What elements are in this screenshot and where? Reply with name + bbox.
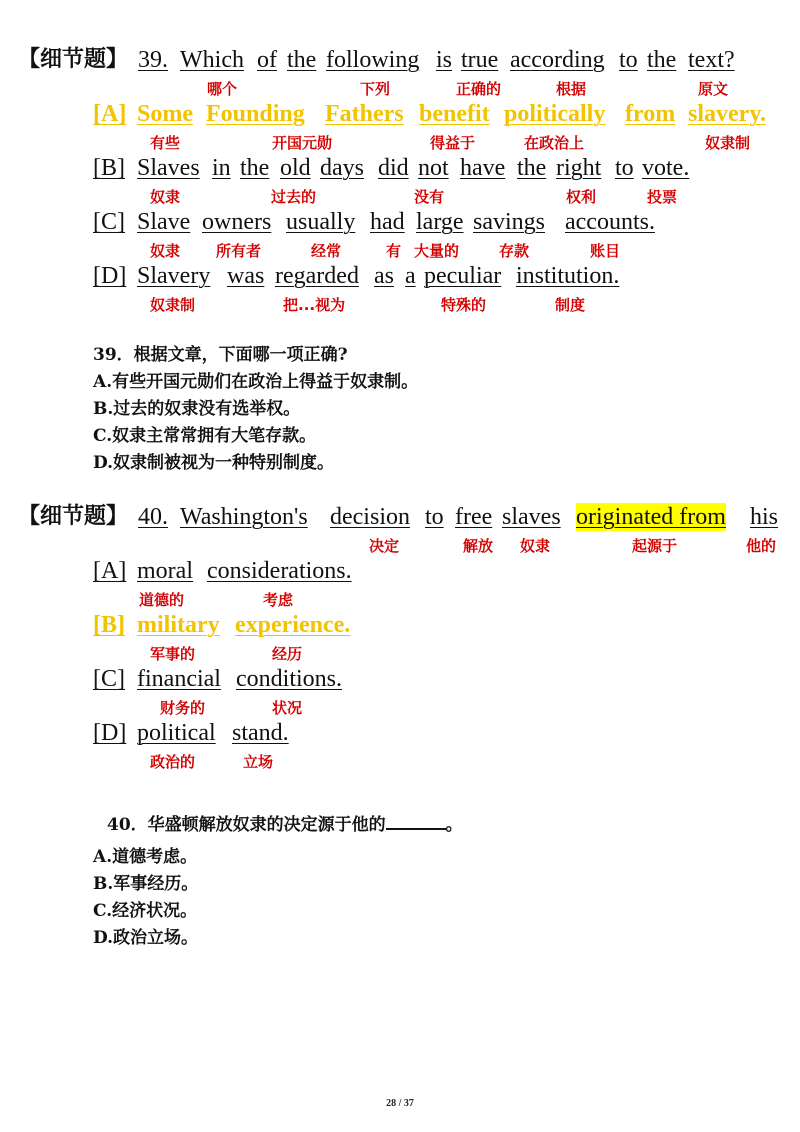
option-letter: [B] — [93, 155, 125, 181]
gloss: 经历 — [272, 645, 303, 663]
option-word: did — [378, 155, 409, 181]
gloss: 立场 — [243, 753, 274, 771]
question-type-tag: 【细节题】 — [18, 47, 129, 72]
option-letter: [D] — [93, 720, 127, 746]
cn-option-c: C.经济状况。 — [93, 901, 198, 921]
stem-word: 40. — [138, 504, 168, 530]
option-word: had — [370, 209, 405, 235]
gloss: 起源于 — [632, 537, 678, 555]
cn-option-a: A.道德考虑。 — [93, 847, 198, 867]
option-word: as — [374, 263, 394, 289]
gloss: 特殊的 — [441, 296, 487, 314]
option-word: usually — [286, 209, 356, 235]
page-number: 28 / 37 — [386, 1098, 414, 1109]
stem-word: true — [461, 47, 499, 73]
stem-word: 39. — [138, 47, 168, 73]
option-word: to — [615, 155, 634, 181]
gloss: 账目 — [590, 242, 621, 260]
option-word: Slavery — [137, 263, 211, 289]
gloss: 有些 — [150, 134, 181, 152]
option-word: political — [137, 720, 216, 746]
gloss: 投票 — [647, 188, 678, 206]
cn-option-b: B.过去的奴隶没有选举权。 — [93, 399, 301, 419]
stem-word: Which — [180, 47, 244, 73]
gloss: 奴隶制 — [705, 134, 751, 152]
gloss: 奴隶 — [150, 242, 181, 260]
option-word: stand. — [232, 720, 289, 746]
gloss: 得益于 — [430, 134, 476, 152]
cn-question-tail: 。 — [445, 815, 463, 835]
option-word: from — [625, 101, 676, 127]
stem-word: following — [326, 47, 420, 73]
option-word: large — [416, 209, 464, 235]
highlighted-phrase: originated from — [576, 504, 726, 530]
option-word: accounts. — [565, 209, 655, 235]
gloss: 奴隶 — [520, 537, 551, 555]
option-word: have — [460, 155, 506, 181]
cn-option-c: C.奴隶主常常拥有大笔存款。 — [93, 426, 317, 446]
option-word: the — [240, 155, 270, 181]
option-word: right — [556, 155, 602, 181]
option-word: regarded — [275, 263, 359, 289]
gloss: 所有者 — [216, 242, 262, 260]
option-word: moral — [137, 558, 193, 584]
option-letter: [A] — [93, 558, 127, 584]
gloss: 解放 — [463, 537, 494, 555]
option-word: Fathers — [325, 101, 404, 127]
option-word: institution. — [516, 263, 620, 289]
gloss: 正确的 — [456, 80, 502, 98]
gloss: 奴隶制 — [150, 296, 196, 314]
gloss: 有 — [386, 242, 402, 260]
gloss: 根据 — [556, 80, 587, 98]
gloss: 状况 — [272, 699, 303, 717]
option-word: benefit — [419, 101, 490, 127]
gloss: 大量的 — [414, 242, 460, 260]
stem-word: to — [425, 504, 444, 530]
gloss: 道德的 — [139, 591, 185, 609]
option-letter: [D] — [93, 263, 127, 289]
gloss: 开国元勋 — [272, 134, 333, 152]
option-word: conditions. — [236, 666, 342, 692]
gloss: 考虑 — [263, 591, 294, 609]
option-word: old — [280, 155, 311, 181]
gloss: 制度 — [555, 296, 586, 314]
gloss: 决定 — [369, 537, 400, 555]
option-word: savings — [473, 209, 545, 235]
option-word: Founding — [206, 101, 305, 127]
stem-word: Washington's — [180, 504, 308, 530]
option-word: Slaves — [137, 155, 200, 181]
stem-word: text? — [688, 47, 735, 73]
cn-question-39: 39．根据文章，下面哪一项正确? — [93, 345, 348, 365]
gloss: 没有 — [414, 188, 445, 206]
cn-option-b: B.军事经历。 — [93, 874, 199, 894]
stem-word: free — [455, 504, 493, 530]
gloss: 政治的 — [150, 753, 196, 771]
stem-word: of — [257, 47, 277, 73]
stem-word: his — [750, 504, 779, 530]
gloss: 财务的 — [160, 699, 206, 717]
gloss: 奴隶 — [150, 188, 181, 206]
cn-question-text: 40．华盛顿解放奴隶的决定源于他的 — [107, 815, 386, 835]
stem-word: slaves — [502, 504, 561, 530]
gloss: 把...视为 — [283, 296, 346, 314]
option-word: military — [137, 612, 220, 638]
option-word: was — [227, 263, 265, 289]
option-word: the — [517, 155, 547, 181]
stem-word: decision — [330, 504, 410, 530]
cn-option-d: D.奴隶制被视为一种特别制度。 — [93, 453, 335, 473]
gloss: 军事的 — [150, 645, 196, 663]
stem-word: the — [287, 47, 317, 73]
option-letter: [B] — [93, 612, 125, 638]
option-word: considerations. — [207, 558, 352, 584]
option-word: peculiar — [424, 263, 502, 289]
answer-blank — [386, 812, 446, 830]
option-word: politically — [504, 101, 606, 127]
option-word: slavery. — [688, 101, 766, 127]
gloss: 原文 — [698, 80, 729, 98]
gloss: 过去的 — [271, 188, 317, 206]
gloss: 存款 — [499, 242, 530, 260]
cn-option-d: D.政治立场。 — [93, 928, 199, 948]
gloss: 下列 — [360, 80, 391, 98]
question-type-tag: 【细节题】 — [18, 504, 129, 529]
option-word: in — [212, 155, 231, 181]
stem-word: the — [647, 47, 677, 73]
gloss: 在政治上 — [524, 134, 585, 152]
option-word: days — [320, 155, 364, 181]
cn-question-40 — [107, 812, 463, 836]
gloss: 权利 — [566, 188, 597, 206]
option-letter: [C] — [93, 209, 125, 235]
stem-word: to — [619, 47, 638, 73]
option-word: a — [405, 263, 416, 289]
option-letter: [C] — [93, 666, 125, 692]
option-letter: [A] — [93, 101, 127, 127]
gloss: 他的 — [746, 537, 777, 555]
option-word: not — [418, 155, 449, 181]
option-word: financial — [137, 666, 221, 692]
gloss: 哪个 — [207, 80, 238, 98]
cn-option-a: A.有些开国元勋们在政治上得益于奴隶制。 — [93, 372, 419, 392]
option-word: Some — [137, 101, 193, 127]
option-word: experience. — [235, 612, 351, 638]
stem-word: is — [436, 47, 453, 73]
stem-word: according — [510, 47, 605, 73]
option-word: owners — [202, 209, 272, 235]
option-word: Slave — [137, 209, 191, 235]
gloss: 经常 — [311, 242, 342, 260]
option-word: vote. — [642, 155, 690, 181]
